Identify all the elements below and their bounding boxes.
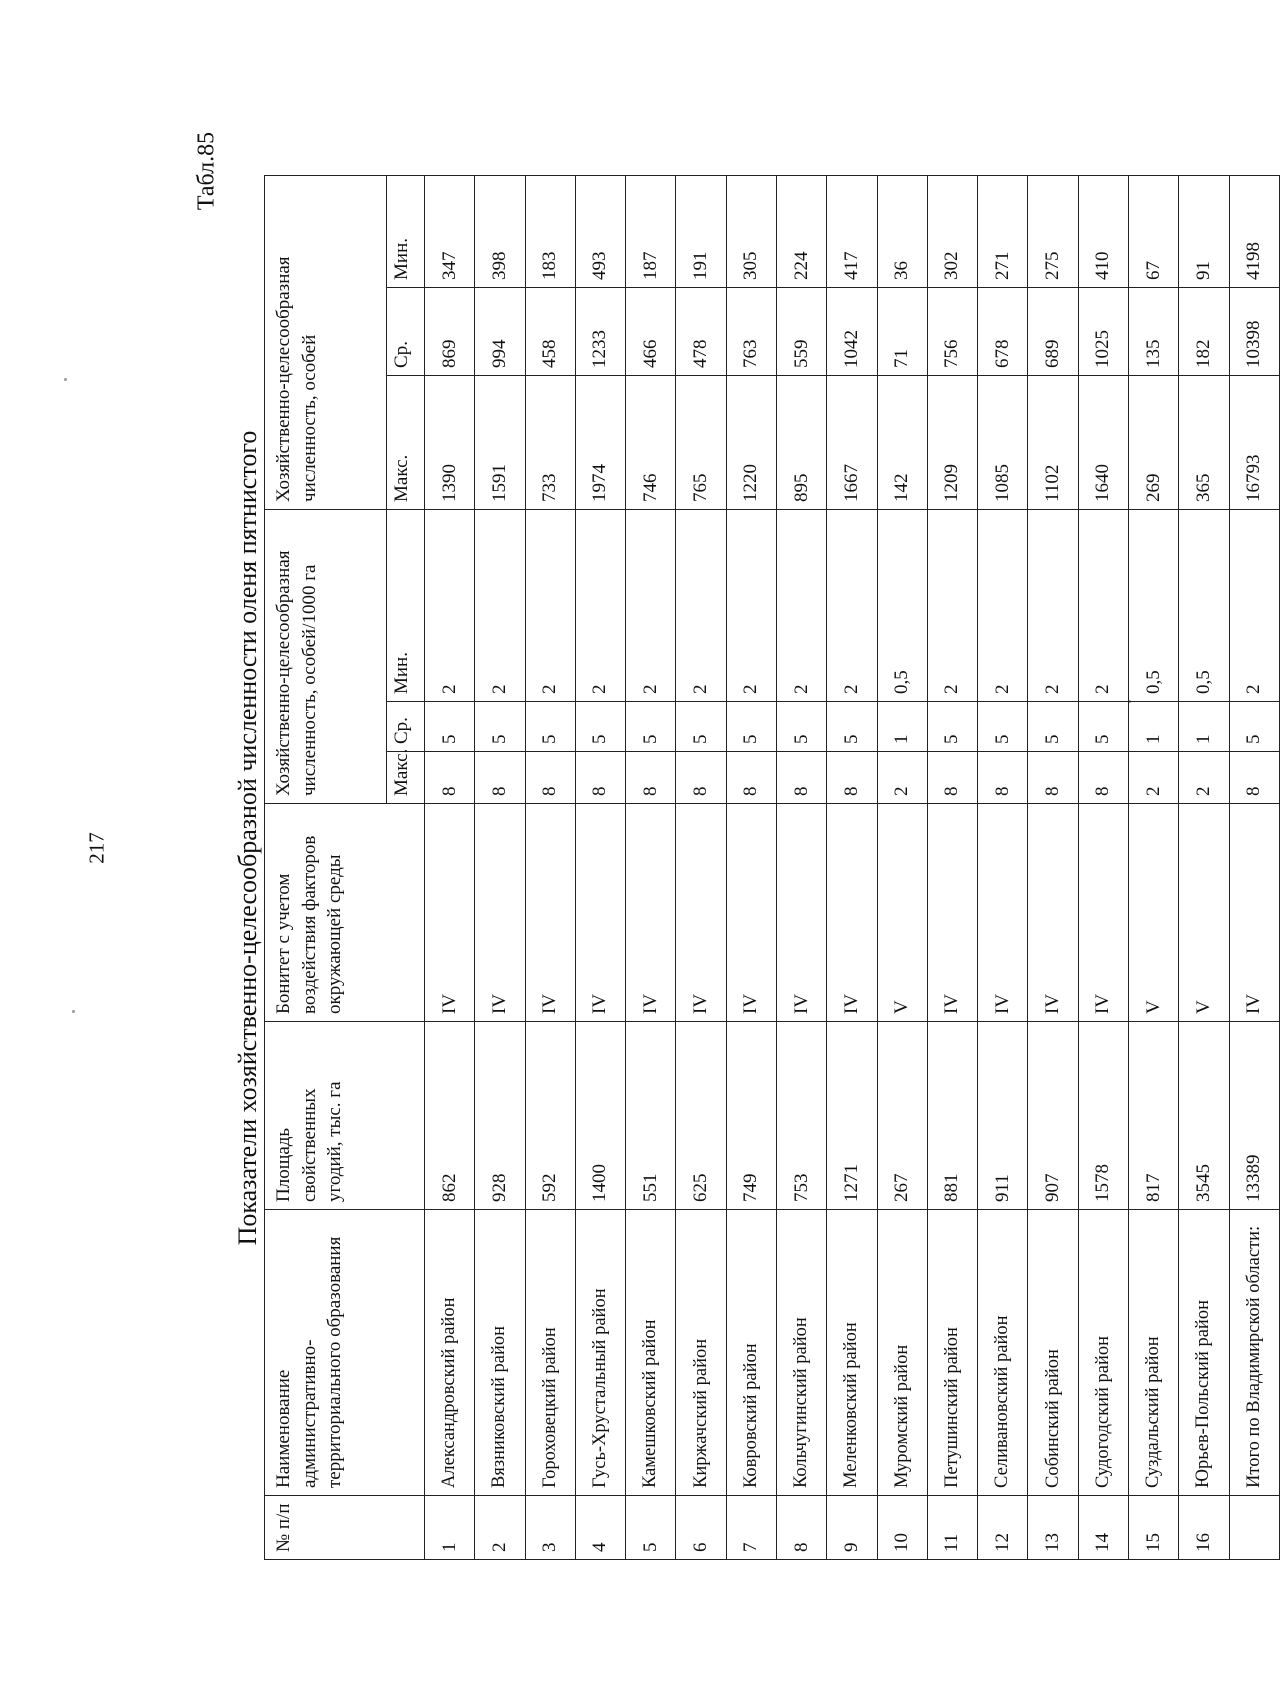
- cell-bonitet: IV: [1078, 804, 1128, 1022]
- cell-count-max: 16793: [1229, 375, 1280, 509]
- cell-density-min: 2: [475, 509, 525, 701]
- table-row: [425, 175, 475, 1559]
- cell-density-avg: 5: [978, 702, 1028, 752]
- cell-num: 9: [827, 1496, 877, 1560]
- subheader-density-avg: Ср.: [387, 702, 425, 752]
- cell-density-max: 8: [575, 752, 625, 804]
- cell-num: 2: [475, 1496, 525, 1560]
- cell-density-min: 0,5: [1128, 509, 1178, 701]
- cell-num: 4: [575, 1496, 625, 1560]
- cell-count-max: 142: [877, 375, 927, 509]
- cell-area: 592: [525, 1022, 575, 1210]
- cell-count-min: 347: [425, 175, 475, 287]
- cell-count-max: 1667: [827, 375, 877, 509]
- cell-num: 8: [776, 1496, 826, 1560]
- cell-name: Киржачский район: [676, 1210, 726, 1496]
- cell-count-avg: 478: [676, 287, 726, 375]
- cell-area: 1578: [1078, 1022, 1128, 1210]
- cell-density-avg: 1: [1128, 702, 1178, 752]
- cell-name: Итого по Владимирской области:: [1229, 1210, 1280, 1496]
- cell-count-min: 191: [676, 175, 726, 287]
- cell-count-max: 733: [525, 375, 575, 509]
- subheader-density-max: Макс.: [387, 752, 425, 804]
- cell-name: Селивановский район: [978, 1210, 1028, 1496]
- cell-num: 12: [978, 1496, 1028, 1560]
- header-num: № п/п: [265, 1496, 425, 1560]
- cell-density-max: 8: [525, 752, 575, 804]
- header-name: Наименование административно-территориального образования: [265, 1210, 425, 1496]
- cell-num: 3: [525, 1496, 575, 1560]
- cell-density-min: 2: [575, 509, 625, 701]
- cell-count-avg: 466: [626, 287, 676, 375]
- cell-name: Гороховецкий район: [525, 1210, 575, 1496]
- table-row: [475, 175, 525, 1559]
- cell-area: 13389: [1229, 1022, 1280, 1210]
- cell-density-max: 8: [1028, 752, 1078, 804]
- cell-density-max: 8: [776, 752, 826, 804]
- cell-count-avg: 678: [978, 287, 1028, 375]
- cell-density-max: 8: [827, 752, 877, 804]
- cell-density-min: 2: [927, 509, 977, 701]
- cell-density-avg: 5: [525, 702, 575, 752]
- cell-bonitet: IV: [525, 804, 575, 1022]
- subheader-count-max: Макс.: [387, 375, 425, 509]
- cell-area: 907: [1028, 1022, 1078, 1210]
- table-row: [1128, 175, 1178, 1559]
- cell-density-max: 8: [978, 752, 1028, 804]
- cell-bonitet: V: [1179, 804, 1229, 1022]
- header-bonitet: Бонитет с учетом воздействия факторов окружающей среды: [265, 804, 425, 1022]
- cell-num: 7: [726, 1496, 776, 1560]
- cell-count-min: 67: [1128, 175, 1178, 287]
- cell-count-max: 746: [626, 375, 676, 509]
- cell-count-max: 1209: [927, 375, 977, 509]
- cell-bonitet: IV: [827, 804, 877, 1022]
- cell-bonitet: IV: [475, 804, 525, 1022]
- cell-area: 928: [475, 1022, 525, 1210]
- cell-count-max: 1974: [575, 375, 625, 509]
- cell-name: Суздальский район: [1128, 1210, 1178, 1496]
- cell-num: 11: [927, 1496, 977, 1560]
- cell-count-min: 417: [827, 175, 877, 287]
- cell-name: Вязниковский район: [475, 1210, 525, 1496]
- header-density: Хозяйственно-целесообразная численность, особей/1000 га: [265, 509, 387, 803]
- cell-area: 862: [425, 1022, 475, 1210]
- cell-count-min: 224: [776, 175, 826, 287]
- cell-density-max: 8: [676, 752, 726, 804]
- cell-name: Ковровский район: [726, 1210, 776, 1496]
- cell-density-avg: 5: [626, 702, 676, 752]
- cell-count-min: 302: [927, 175, 977, 287]
- subheader-density-min: Мин.: [387, 509, 425, 701]
- cell-bonitet: IV: [726, 804, 776, 1022]
- cell-bonitet: IV: [575, 804, 625, 1022]
- cell-count-max: 1390: [425, 375, 475, 509]
- cell-bonitet: V: [877, 804, 927, 1022]
- cell-count-avg: 458: [525, 287, 575, 375]
- cell-density-min: 2: [676, 509, 726, 701]
- cell-count-avg: 135: [1128, 287, 1178, 375]
- cell-bonitet: IV: [425, 804, 475, 1022]
- cell-density-min: 2: [726, 509, 776, 701]
- cell-count-avg: 71: [877, 287, 927, 375]
- cell-count-avg: 869: [425, 287, 475, 375]
- cell-area: 1271: [827, 1022, 877, 1210]
- cell-bonitet: IV: [626, 804, 676, 1022]
- cell-count-avg: 559: [776, 287, 826, 375]
- cell-density-max: 2: [1128, 752, 1178, 804]
- cell-count-avg: 689: [1028, 287, 1078, 375]
- cell-count-min: 183: [525, 175, 575, 287]
- cell-count-max: 1220: [726, 375, 776, 509]
- cell-density-max: 8: [726, 752, 776, 804]
- cell-name: Собинский район: [1028, 1210, 1078, 1496]
- table-container: [264, 176, 1280, 1560]
- cell-bonitet: IV: [1028, 804, 1078, 1022]
- cell-area: 3545: [1179, 1022, 1229, 1210]
- cell-count-max: 1640: [1078, 375, 1128, 509]
- cell-count-avg: 756: [927, 287, 977, 375]
- cell-count-avg: 1233: [575, 287, 625, 375]
- table-title: Показатели хозяйственно-целесообразной численности оленя пятнистого: [233, 430, 262, 1246]
- table-row: [1078, 175, 1128, 1559]
- cell-num: 15: [1128, 1496, 1178, 1560]
- table-row: [726, 175, 776, 1559]
- table-row: [1028, 175, 1078, 1559]
- cell-density-min: 2: [1078, 509, 1128, 701]
- cell-density-min: 2: [827, 509, 877, 701]
- cell-density-avg: 1: [1179, 702, 1229, 752]
- cell-num: 10: [877, 1496, 927, 1560]
- subheader-count-min: Мин.: [387, 175, 425, 287]
- cell-count-max: 1102: [1028, 375, 1078, 509]
- cell-area: 1400: [575, 1022, 625, 1210]
- cell-num: 14: [1078, 1496, 1128, 1560]
- cell-name: Гусь-Хрустальный район: [575, 1210, 625, 1496]
- cell-name: Судогодский район: [1078, 1210, 1128, 1496]
- cell-count-min: 398: [475, 175, 525, 287]
- subheader-count-avg: Ср.: [387, 287, 425, 375]
- cell-count-min: 493: [575, 175, 625, 287]
- header-row: [265, 175, 387, 1559]
- cell-density-min: 2: [626, 509, 676, 701]
- scan-speck: [64, 378, 67, 381]
- table-row: [827, 175, 877, 1559]
- cell-count-min: 305: [726, 175, 776, 287]
- cell-density-min: 0,5: [1179, 509, 1229, 701]
- cell-count-min: 410: [1078, 175, 1128, 287]
- cell-density-avg: 5: [676, 702, 726, 752]
- cell-bonitet: IV: [1229, 804, 1280, 1022]
- cell-num: 5: [626, 1496, 676, 1560]
- header-count: Хозяйственно-целесообразная численность, особей: [265, 175, 387, 509]
- cell-density-min: 2: [525, 509, 575, 701]
- table-row: [877, 175, 927, 1559]
- cell-count-avg: 994: [475, 287, 525, 375]
- cell-density-min: 2: [1028, 509, 1078, 701]
- cell-count-min: 275: [1028, 175, 1078, 287]
- cell-bonitet: V: [1128, 804, 1178, 1022]
- cell-count-max: 1085: [978, 375, 1028, 509]
- cell-area: 267: [877, 1022, 927, 1210]
- cell-density-min: 2: [425, 509, 475, 701]
- cell-area: 749: [726, 1022, 776, 1210]
- cell-num: [1229, 1496, 1280, 1560]
- cell-name: Петушинский район: [927, 1210, 977, 1496]
- cell-num: 1: [425, 1496, 475, 1560]
- header-area: Площадь свойственных угодий, тыс. га: [265, 1022, 425, 1210]
- cell-area: 881: [927, 1022, 977, 1210]
- cell-density-avg: 5: [927, 702, 977, 752]
- cell-area: 911: [978, 1022, 1028, 1210]
- cell-count-max: 895: [776, 375, 826, 509]
- cell-count-avg: 1042: [827, 287, 877, 375]
- table-row: [626, 175, 676, 1559]
- cell-density-avg: 5: [776, 702, 826, 752]
- table-row: [927, 175, 977, 1559]
- table-row: [776, 175, 826, 1559]
- cell-density-avg: 1: [877, 702, 927, 752]
- cell-count-avg: 763: [726, 287, 776, 375]
- cell-count-avg: 1025: [1078, 287, 1128, 375]
- table-row: [575, 175, 625, 1559]
- cell-density-avg: 5: [1229, 702, 1280, 752]
- table-body: [425, 175, 1280, 1559]
- cell-count-min: 36: [877, 175, 927, 287]
- cell-density-min: 0,5: [877, 509, 927, 701]
- cell-density-min: 2: [978, 509, 1028, 701]
- cell-count-avg: 10398: [1229, 287, 1280, 375]
- cell-name: Юрьев-Польский район: [1179, 1210, 1229, 1496]
- cell-count-max: 365: [1179, 375, 1229, 509]
- cell-density-max: 8: [1229, 752, 1280, 804]
- cell-density-max: 2: [877, 752, 927, 804]
- cell-num: 6: [676, 1496, 726, 1560]
- cell-num: 13: [1028, 1496, 1078, 1560]
- cell-density-avg: 5: [1078, 702, 1128, 752]
- cell-area: 817: [1128, 1022, 1178, 1210]
- table-row: [676, 175, 726, 1559]
- cell-num: 16: [1179, 1496, 1229, 1560]
- deer-population-table: [264, 175, 1280, 1560]
- cell-density-max: 8: [1078, 752, 1128, 804]
- cell-name: Кольчугинский район: [776, 1210, 826, 1496]
- cell-bonitet: IV: [927, 804, 977, 1022]
- cell-density-min: 2: [776, 509, 826, 701]
- cell-density-max: 8: [927, 752, 977, 804]
- cell-density-max: 8: [626, 752, 676, 804]
- cell-density-avg: 5: [1028, 702, 1078, 752]
- cell-count-max: 269: [1128, 375, 1178, 509]
- table-row: [525, 175, 575, 1559]
- cell-count-min: 91: [1179, 175, 1229, 287]
- cell-count-min: 4198: [1229, 175, 1280, 287]
- cell-name: Камешковский район: [626, 1210, 676, 1496]
- cell-bonitet: IV: [978, 804, 1028, 1022]
- cell-count-min: 187: [626, 175, 676, 287]
- cell-density-max: 2: [1179, 752, 1229, 804]
- page-number: 217: [84, 832, 109, 864]
- cell-density-avg: 5: [425, 702, 475, 752]
- cell-area: 551: [626, 1022, 676, 1210]
- table-row: [1179, 175, 1229, 1559]
- cell-area: 753: [776, 1022, 826, 1210]
- cell-density-avg: 5: [475, 702, 525, 752]
- table-row: [978, 175, 1028, 1559]
- cell-area: 625: [676, 1022, 726, 1210]
- table-label: Табл.85: [193, 131, 220, 211]
- cell-count-avg: 182: [1179, 287, 1229, 375]
- cell-density-max: 8: [475, 752, 525, 804]
- cell-density-avg: 5: [575, 702, 625, 752]
- cell-name: Муромский район: [877, 1210, 927, 1496]
- cell-count-max: 1591: [475, 375, 525, 509]
- cell-density-max: 8: [425, 752, 475, 804]
- cell-count-min: 271: [978, 175, 1028, 287]
- cell-density-min: 2: [1229, 509, 1280, 701]
- cell-name: Меленковский район: [827, 1210, 877, 1496]
- cell-density-avg: 5: [827, 702, 877, 752]
- scan-speck: [72, 1010, 75, 1013]
- total-row: [1229, 175, 1280, 1559]
- cell-bonitet: IV: [676, 804, 726, 1022]
- cell-bonitet: IV: [776, 804, 826, 1022]
- cell-density-avg: 5: [726, 702, 776, 752]
- cell-count-max: 765: [676, 375, 726, 509]
- cell-name: Александровский район: [425, 1210, 475, 1496]
